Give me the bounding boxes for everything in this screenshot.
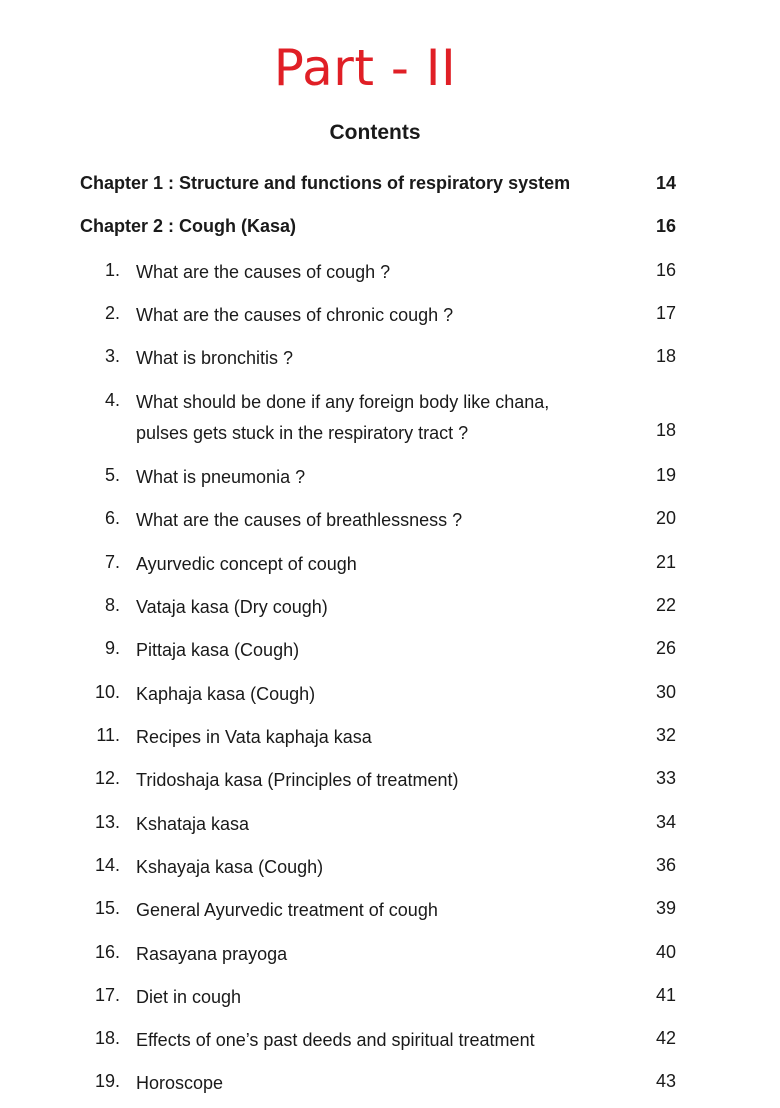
item-title: What are the causes of cough ?	[136, 262, 391, 282]
item-title: Effects of one’s past deeds and spiritual treatment	[136, 1030, 535, 1050]
item-number: 15.	[94, 898, 120, 918]
item-page-number: 19	[655, 465, 676, 485]
item-title: What is pneumonia ?	[136, 467, 306, 487]
chapter-page-number: 14	[655, 173, 676, 193]
item-number: 16.	[94, 942, 120, 962]
item-title: Kshayaja kasa (Cough)	[136, 857, 324, 877]
item-page-number: 40	[655, 942, 676, 962]
item-number: 18.	[94, 1028, 120, 1048]
chapter-title: Chapter 1 : Structure and functions of respiratory system	[80, 173, 571, 193]
item-page-number: 18	[655, 346, 676, 366]
item-title: Diet in cough	[136, 987, 242, 1007]
item-number: 11.	[96, 725, 120, 745]
item-page-number: 33	[655, 768, 676, 788]
item-number: 14.	[94, 855, 120, 875]
item-page-number: 26	[655, 638, 676, 658]
item-title: Tridoshaja kasa (Principles of treatment)	[136, 770, 459, 790]
item-number: 6.	[104, 508, 120, 528]
item-number: 1.	[104, 260, 120, 280]
item-number: 3.	[104, 346, 120, 366]
item-title: Vataja kasa (Dry cough)	[136, 597, 328, 617]
chapter-page-number: 16	[655, 216, 676, 236]
part-title: Part - II	[273, 39, 457, 97]
item-page-number: 34	[655, 812, 676, 832]
item-number: 4.	[104, 390, 120, 410]
contents-heading: Contents	[329, 121, 421, 144]
item-title: Rasayana prayoga	[136, 944, 288, 964]
item-page-number: 20	[655, 508, 676, 528]
item-page-number: 21	[655, 552, 676, 572]
item-page-number: 18	[655, 420, 676, 440]
item-number: 5.	[104, 465, 120, 485]
item-title: What is bronchitis ?	[136, 348, 294, 368]
item-title: Pittaja kasa (Cough)	[136, 640, 300, 660]
item-title-line: pulses gets stuck in the respiratory tract ?	[136, 423, 469, 443]
item-page-number: 22	[655, 595, 676, 615]
item-title: General Ayurvedic treatment of cough	[136, 900, 438, 920]
chapter-title: Chapter 2 : Cough (Kasa)	[80, 216, 297, 236]
item-page-number: 42	[655, 1028, 676, 1048]
item-title: What are the causes of chronic cough ?	[136, 305, 454, 325]
item-number: 19.	[94, 1071, 120, 1091]
item-page-number: 36	[655, 855, 676, 875]
item-number: 2.	[104, 303, 120, 323]
item-page-number: 30	[655, 682, 676, 702]
item-page-number: 41	[655, 985, 676, 1005]
item-number: 17.	[94, 985, 120, 1005]
item-number: 8.	[104, 595, 120, 615]
item-number: 13.	[94, 812, 120, 832]
item-title-line: What should be done if any foreign body like chana,	[136, 392, 550, 412]
item-title: Kshataja kasa	[136, 814, 250, 834]
item-page-number: 43	[655, 1071, 676, 1091]
item-title: Horoscope	[136, 1073, 224, 1093]
item-number: 12.	[94, 768, 120, 788]
item-title: What are the causes of breathlessness ?	[136, 510, 463, 530]
item-number: 10.	[94, 682, 120, 702]
item-page-number: 16	[655, 260, 676, 280]
item-title: Recipes in Vata kaphaja kasa	[136, 727, 372, 747]
item-page-number: 17	[655, 303, 676, 323]
item-number: 9.	[104, 638, 120, 658]
item-page-number: 39	[655, 898, 676, 918]
item-title: Kaphaja kasa (Cough)	[136, 684, 316, 704]
item-page-number: 32	[655, 725, 676, 745]
item-title: Ayurvedic concept of cough	[136, 554, 357, 574]
item-number: 7.	[104, 552, 120, 572]
